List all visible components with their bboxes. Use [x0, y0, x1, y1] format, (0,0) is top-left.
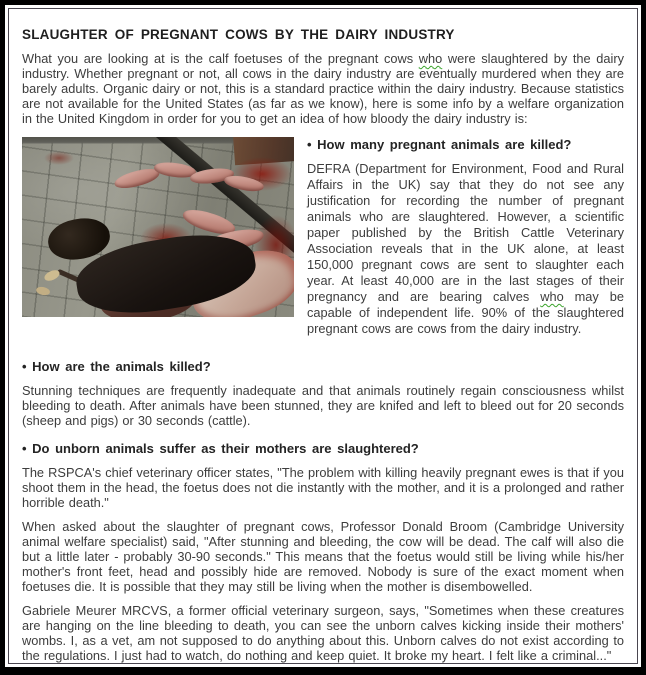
photo-slaughtered-calves: [22, 137, 294, 317]
heading-how-many-killed: • How many pregnant animals are killed?: [307, 137, 572, 152]
how-killed-paragraph: Stunning techniques are frequently inadequate and that animals routinely regain consciousness whilst bleeding to death. After animals have been stunned, they are knifed and left to bleed out for 20 seconds (sheep and pigs) or 30 seconds (cattle).: [22, 383, 624, 428]
photo-blood-smear: [44, 151, 74, 165]
heading-unborn-suffer: • Do unborn animals suffer as their mothers are slaughtered?: [22, 441, 419, 456]
photo-hoof: [43, 268, 61, 283]
intro-text-end: were slaughtered by the dairy industry. Whether pregnant or not, all cows in the dairy industry are eventually murdered when they are barely adults. Organic dairy or not, this is a standard practice within the dairy industry. Because statistics are not available for the United States (as far as we know), here is some info by a welfare organization in the United Kingdom in order for you to get an idea of how bloody the dairy industry is:: [22, 51, 624, 126]
photo-hoof: [35, 286, 50, 297]
how-many-paragraph: [307, 161, 624, 337]
how-many-text-end: may be capable of independent life. 90% of the slaughtered pregnant cows are cows from the dairy industry.: [307, 289, 624, 336]
meurer-paragraph: Gabriele Meurer MRCVS, a former official veterinary surgeon, says, "Sometimes when these creatures are hanging on the line bleeding to death, you can see the unborn calves kicking inside their mothers' wombs. I, as a vet, am not supposed to do anything about this. Unborn calves do not exist according to the regulations. I just had to watch, do nothing and keep quiet. It broke my heart. I felt like a criminal...": [22, 603, 624, 663]
heading-how-killed: • How are the animals killed?: [22, 359, 211, 374]
how-many-section: [307, 137, 624, 346]
spellcheck-word-who-2: who: [540, 289, 564, 304]
photo-text-row: [22, 137, 624, 346]
intro-text-start: What you are looking at is the calf foetuses of the pregnant cows: [22, 51, 419, 66]
rspca-paragraph: The RSPCA's chief veterinary officer states, "The problem with killing heavily pregnant ewes is that if you shoot them in the head, the foetus does not die instantly with the mother, and it is a prolonged and rather horrible death.": [22, 465, 624, 510]
spellcheck-word-who-1: who: [418, 51, 443, 66]
broom-paragraph: When asked about the slaughter of pregnant cows, Professor Donald Broom (Cambridge University animal welfare specialist) said, "After stunning and bleeding, the cow will be dead. The calf will also die but a little later - probably 30-90 seconds." This means that the foetus would still be living while his/her mother's front feet, head and possibly hide are removed. Nobody is sure of the exact moment when foetuses die. It is possible that they may still be living when the mother is disembowelled.: [22, 519, 624, 594]
document-inner-frame: [8, 8, 638, 664]
how-many-text-start: DEFRA (Department for Environment, Food and Rural Affairs in the UK) say that they do not see any justification for recording the number of pregnant animals who are slaughtered. However, a scientific paper published by the British Cattle Veterinary Association reveals that in the UK alone, at least 150,000 pregnant cows are sent to slaughter each year. At least 40,000 are in the last stages of their pregnancy and are bearing calves: [307, 161, 624, 304]
page-title: SLAUGHTER OF PREGNANT COWS BY THE DAIRY INDUSTRY: [22, 27, 455, 42]
intro-paragraph: [22, 51, 624, 126]
